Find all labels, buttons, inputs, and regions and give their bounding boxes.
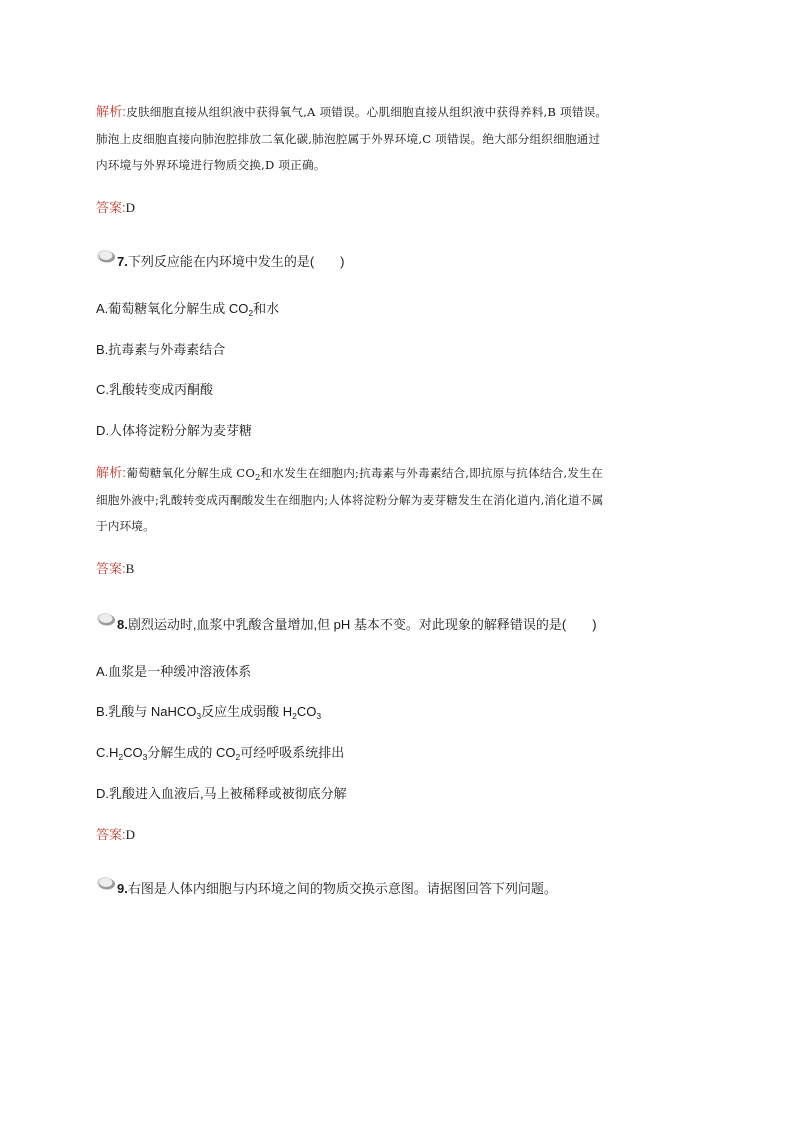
q6-analysis-line-3: 内环境与外界环境进行物质交换,D 项正确。	[96, 158, 326, 172]
subscript: 2	[292, 711, 297, 721]
answer-value: D	[125, 827, 136, 842]
subscript: 2	[235, 752, 241, 762]
subscript: 3	[142, 752, 148, 762]
analysis-text: 皮肤细胞直接从组织液中获得氧气,A 项错误。心肌细胞直接从组织液中获得养料,B 项错误。	[126, 105, 608, 119]
q8-option-c	[96, 745, 344, 761]
q6-analysis-line-1	[96, 104, 607, 120]
analysis-label: 解析:	[96, 104, 127, 119]
q7-option-a	[96, 301, 279, 317]
q7-analysis-line-1	[96, 465, 603, 481]
analysis-label: 解析:	[96, 465, 127, 480]
q7-analysis-line-2: 细胞外液中;乳酸转变成丙酮酸发生在细胞内;人体将淀粉分解为麦芽糖发生在消化道内,消化道不属	[96, 493, 604, 507]
q7-stem	[117, 254, 345, 270]
question-number: 7.	[117, 254, 128, 269]
q8-answer	[96, 827, 135, 844]
question-text: 剧烈运动时,血浆中乳酸含量增加,但 pH 基本不变。对此现象的解释错误的是( )	[127, 617, 597, 632]
question-marker-icon	[96, 876, 116, 890]
option-text: CO	[123, 745, 143, 760]
subscript: 2	[118, 752, 124, 762]
subscript: 3	[316, 711, 322, 721]
answer-value: D	[125, 200, 136, 215]
q8-option-b	[96, 704, 321, 720]
answer-value: B	[125, 561, 135, 576]
subscript: 2	[248, 308, 254, 318]
option-text: B.乳酸与 NaHCO	[96, 704, 197, 719]
answer-label: 答案:	[96, 827, 126, 842]
question-number: 8.	[117, 617, 128, 632]
option-text: 分解生成的 CO	[147, 745, 236, 760]
option-text: 和水	[253, 301, 280, 316]
q7-option-c: C.乳酸转变成丙酮酸	[96, 382, 214, 397]
option-text: C.H	[96, 745, 119, 760]
q6-analysis-line-2: 肺泡上皮细胞直接向肺泡腔排放二氧化碳,肺泡腔属于外界环境,C 项错误。绝大部分组织细胞通过	[96, 132, 601, 146]
q8-stem	[117, 617, 597, 633]
subscript: 3	[196, 711, 202, 721]
analysis-text: 葡萄糖氧化分解生成 CO	[126, 466, 256, 480]
q8-option-d: D.乳酸进入血液后,马上被稀释或被彻底分解	[96, 786, 347, 801]
q9-stem	[117, 881, 557, 897]
option-text: CO	[296, 704, 317, 719]
question-text: 右图是人体内细胞与内环境之间的物质交换示意图。请据图回答下列问题。	[127, 881, 557, 896]
option-text: 可经呼吸系统排出	[240, 745, 345, 760]
q6-answer	[96, 200, 135, 217]
subscript: 2	[255, 473, 261, 483]
q7-option-b: B.抗毒素与外毒素结合	[96, 342, 226, 357]
q8-option-a: A.血浆是一种缓冲溶液体系	[96, 664, 252, 679]
q7-answer	[96, 561, 134, 578]
answer-label: 答案:	[96, 561, 126, 576]
question-number: 9.	[117, 881, 128, 896]
q7-option-d: D.人体将淀粉分解为麦芽糖	[96, 423, 253, 438]
question-marker-icon	[96, 612, 116, 626]
option-text: A.葡萄糖氧化分解生成 CO	[96, 301, 249, 316]
question-marker-icon	[96, 249, 116, 263]
question-text: 下列反应能在内环境中发生的是( )	[127, 254, 345, 269]
answer-label: 答案:	[96, 200, 126, 215]
analysis-text: 和水发生在细胞内;抗毒素与外毒素结合,即抗原与抗体结合,发生在	[260, 466, 603, 480]
option-text: 反应生成弱酸 H	[201, 704, 293, 719]
q7-analysis-line-3: 于内环境。	[96, 519, 155, 533]
